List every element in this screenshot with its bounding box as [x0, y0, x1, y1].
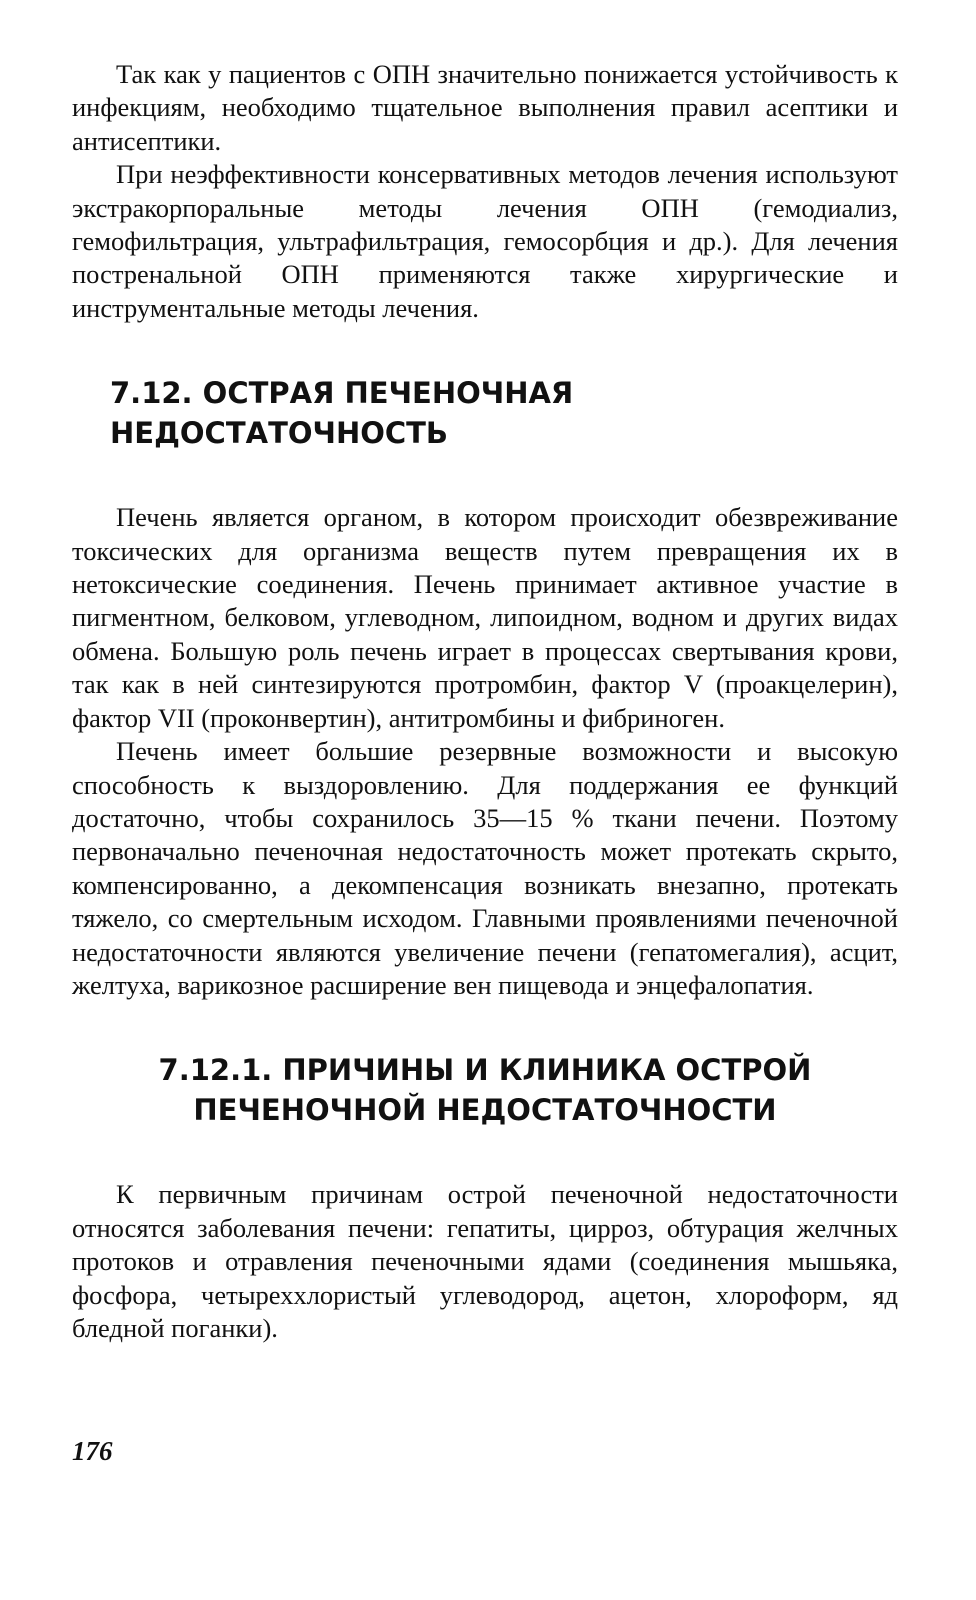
paragraph-infection-resistance: Так как у пациентов с ОПН значительно понижается устойчивость к инфекциям, необходимо тщательное выполнения правил асептики и антисептики.: [72, 59, 898, 156]
subsection-heading-line-1: 7.12.1. ПРИЧИНЫ И КЛИНИКА ОСТРОЙ: [158, 1053, 812, 1088]
section-heading-acute-liver-failure: 7.12. ОСТРАЯ ПЕЧЕНОЧНАЯ НЕДОСТАТОЧНОСТЬ: [110, 376, 574, 451]
paragraph-primary-causes: К первичным причинам острой печеночной недостаточности относятся заболевания печени: гепатиты, цирроз, обтурация желчных протоков и отравления печеночными ядами (соединения мышьяка, фосфора, четыреххлористый углеводород, ацетон, хлороформ, яд бледной поганки).: [72, 1179, 898, 1343]
page-body: [72, 58, 898, 1345]
paragraph-extracorporeal-methods: При неэффективности консервативных методов лечения используют экстракорпоральные методы лечения ОПН (гемодиализ, гемофильтрация, ультрафильтрация, гемосорбция и др.). Для лечения постренальной ОПН применяются также хирургические и инструментальные методы лечения.: [72, 159, 898, 323]
paragraph-liver-function: Печень является органом, в котором происходит обезвреживание токсических для организма веществ путем превращения их в нетоксические соединения. Печень принимает активное участие в пигментном, белковом, углеводном, липоидном, водном и других видах обмена. Большую роль печень играет в процессах свертывания крови, так как в ней синтезируются протромбин, фактор V (проакцелерин), фактор VII (проконвертин), антитромбины и фибриноген.: [72, 502, 898, 733]
page-number: 176: [72, 1436, 113, 1466]
subsection-heading-causes-clinic: [72, 1050, 898, 1130]
paragraph-liver-reserves: Печень имеет большие резервные возможности и высокую способность к выздоровлению. Для поддержания ее функций достаточно, чтобы сохранилось 35—15 % ткани печени. Поэтому первоначально печеночная недостаточность может протекать скрыто, компенсированно, а декомпенсация возникать внезапно, протекать тяжело, со смертельным исходом. Главными проявлениями печеночной недостаточности являются увеличение печени (гепатомегалия), асцит, желтуха, варикозное расширение вен пищевода и энцефалопатия.: [72, 736, 898, 1000]
subsection-heading-line-2: ПЕЧЕНОЧНОЙ НЕДОСТАТОЧНОСТИ: [193, 1093, 777, 1128]
